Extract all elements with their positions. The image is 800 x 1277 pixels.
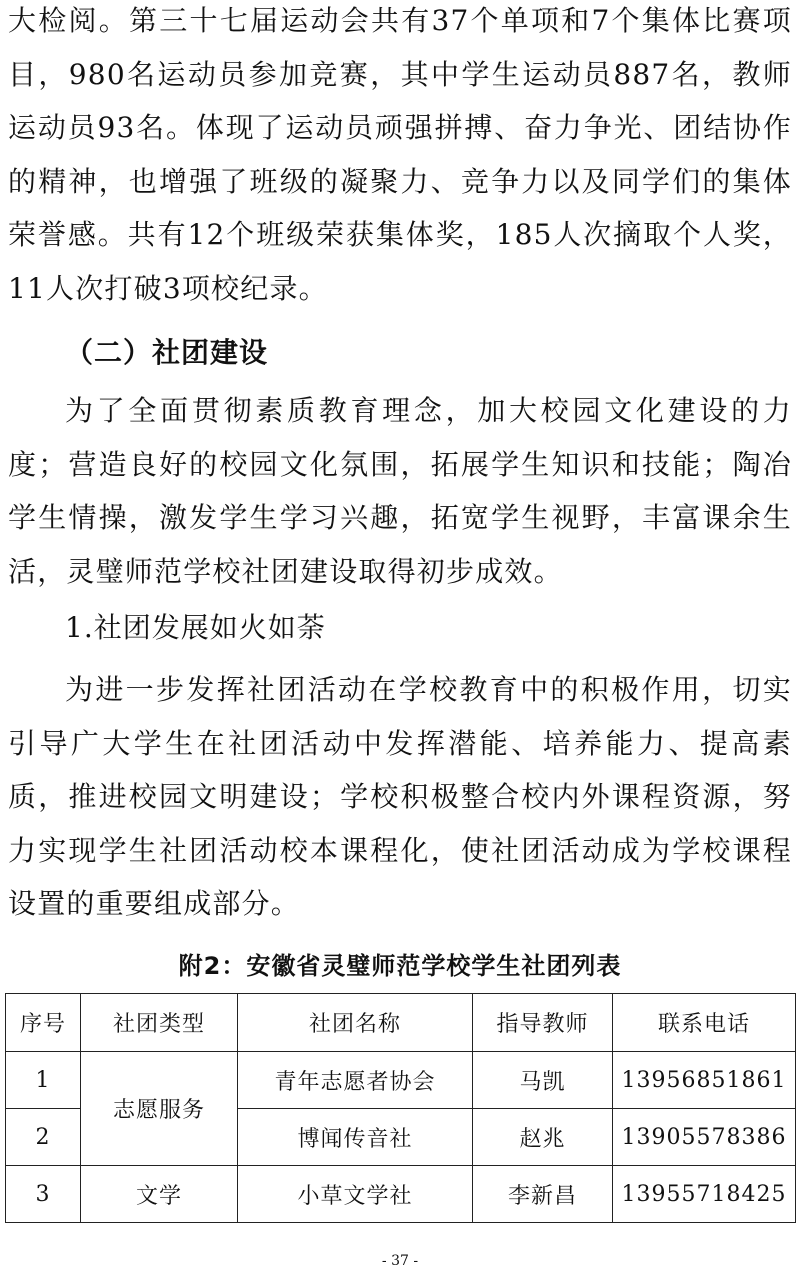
- paragraph-club-development: 为进一步发挥社团活动在学校教育中的积极作用，切实引导广大学生在社团活动中发挥潜能、培养能力、提高素质，推进校园文明建设；学校积极整合校内外课程资源，努力实现学生社团活动校本课程化，使社团活动成为学校课程设置的重要组成部分。: [8, 673, 792, 920]
- section-heading-clubs: （二）社团建设: [65, 336, 269, 369]
- cell-name: 博闻传音社: [238, 1109, 473, 1166]
- paragraph-sports-meet: 大检阅。第三十七届运动会共有37个单项和7个集体比赛项目，980名运动员参加竞赛，其中学生运动员887名，教师运动员93名。体现了运动员顽强拼搏、奋力争光、团结协作的精神，也增强了班级的凝聚力、竞争力以及同学们的集体荣誉感。共有12个班级荣获集体奖，185人次摘取个人奖，11人次打破3项校纪录。: [8, 4, 792, 305]
- cell-teacher: 马凯: [473, 1052, 613, 1109]
- cell-phone: 13956851861: [613, 1052, 796, 1109]
- cell-type: 志愿服务: [81, 1052, 238, 1166]
- cell-teacher: 李新昌: [473, 1166, 613, 1223]
- header-phone: 联系电话: [613, 994, 796, 1052]
- page-number: - 37 -: [381, 1253, 419, 1269]
- table-row: [6, 1052, 796, 1109]
- paragraph-club-intro: 为了全面贯彻素质教育理念，加大校园文化建设的力度；营造良好的校园文化氛围，拓展学生知识和技能；陶冶学生情操，激发学生学习兴趣，拓宽学生视野，丰富课余生活，灵璧师范学校社团建设取得初步成效。: [8, 394, 792, 588]
- header-teacher: 指导教师: [473, 994, 613, 1052]
- header-type: 社团类型: [81, 994, 238, 1052]
- cell-phone: 13905578386: [613, 1109, 796, 1166]
- cell-no: 2: [6, 1109, 81, 1166]
- cell-no: 1: [6, 1052, 81, 1109]
- table-title: 附2：安徽省灵璧师范学校学生社团列表: [178, 952, 622, 980]
- cell-teacher: 赵兆: [473, 1109, 613, 1166]
- cell-name: 青年志愿者协会: [238, 1052, 473, 1109]
- table-row: [6, 1166, 796, 1223]
- club-table: [5, 993, 796, 1223]
- cell-name: 小草文学社: [238, 1166, 473, 1223]
- cell-phone: 13955718425: [613, 1166, 796, 1223]
- header-no: 序号: [6, 994, 81, 1052]
- header-name: 社团名称: [238, 994, 473, 1052]
- cell-no: 3: [6, 1166, 81, 1223]
- cell-type: 文学: [81, 1166, 238, 1223]
- subsection-heading: 1.社团发展如火如荼: [65, 611, 326, 644]
- table-header-row: [6, 994, 796, 1052]
